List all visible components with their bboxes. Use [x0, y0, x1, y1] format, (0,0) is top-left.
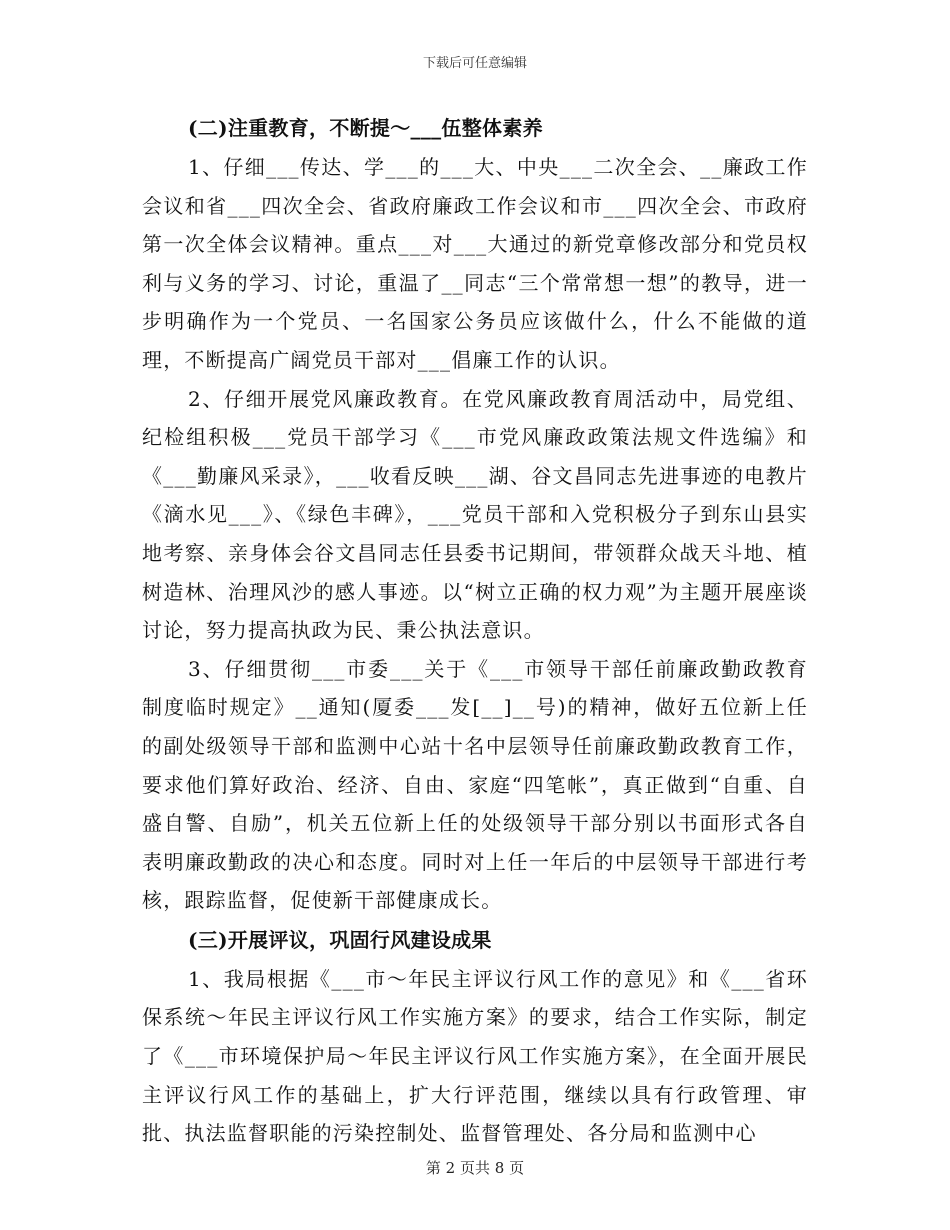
document-body [142, 108, 808, 1153]
header-note: 下载后可任意编辑 [422, 56, 527, 71]
paragraph: 3、仔细贯彻___市委___关于《___市领导干部任前廉政勤政教育制度临时规定》__通知(厦委___发[__]__号)的精神，做好五位新上任的副处级领导干部和监测中心站十名中层领导任前廉政勤政教育工作，要求他们算好政治、经济、自由、家庭“四笔帐”，真正做到“自重、自盛自警、自励”，机关五位新上任的处级领导干部分别以书面形式各自表明廉政勤政的决心和态度。同时对上任一年后的中层领导干部进行考核，跟踪监督，促使新干部健康成长。 [142, 656, 808, 913]
page-number: 第 2 页共 8 页 [425, 1159, 525, 1177]
paragraph: 1、仔细___传达、学___的___大、中央___二次全会、__廉政工作会议和省___四次全会、省政府廉政工作会议和市___四次全会、市政府第一次全体会议精神。重点___对___大通过的新党章修改部分和党员权利与义务的学习、讨论，重温了__同志“三个常常想一想”的教导，进一步明确作为一个党员、一名国家公务员应该做什么，什么不能做的道理，不断提高广阔党员干部对___倡廉工作的认识。 [142, 155, 808, 372]
paragraph: 1、我局根据《___市～年民主评议行风工作的意见》和《___省环保系统～年民主评议行风工作实施方案》的要求，结合工作实际，制定了《___市环境保护局～年民主评议行风工作实施方案》，在全面开展民主评议行风工作的基础上，扩大行评范围，继续以具有行政管理、审批、执法监督职能的污染控制处、监督管理处、各分局和监测中心 [142, 966, 808, 1146]
paragraph: 2、仔细开展党风廉政教育。在党风廉政教育周活动中，局党组、纪检组积极___党员干部学习《___市党风廉政政策法规文件选编》和《___勤廉风采录》，___收看反映___湖、谷文昌同志先进事迹的电教片《滴水见___》、《绿色丰碑》，___党员干部和入党积极分子到东山县实地考察、亲身体会谷文昌同志任县委书记期间，带领群众战天斗地、植树造林、治理风沙的感人事迹。以“树立正确的权力观”为主题开展座谈讨论，努力提高执政为民、秉公执法意识。 [142, 386, 808, 643]
section-heading: (三)开展评议，巩固行风建设成果 [188, 927, 492, 952]
section-heading: (二)注重教育，不断提～___伍整体素养 [188, 116, 543, 140]
